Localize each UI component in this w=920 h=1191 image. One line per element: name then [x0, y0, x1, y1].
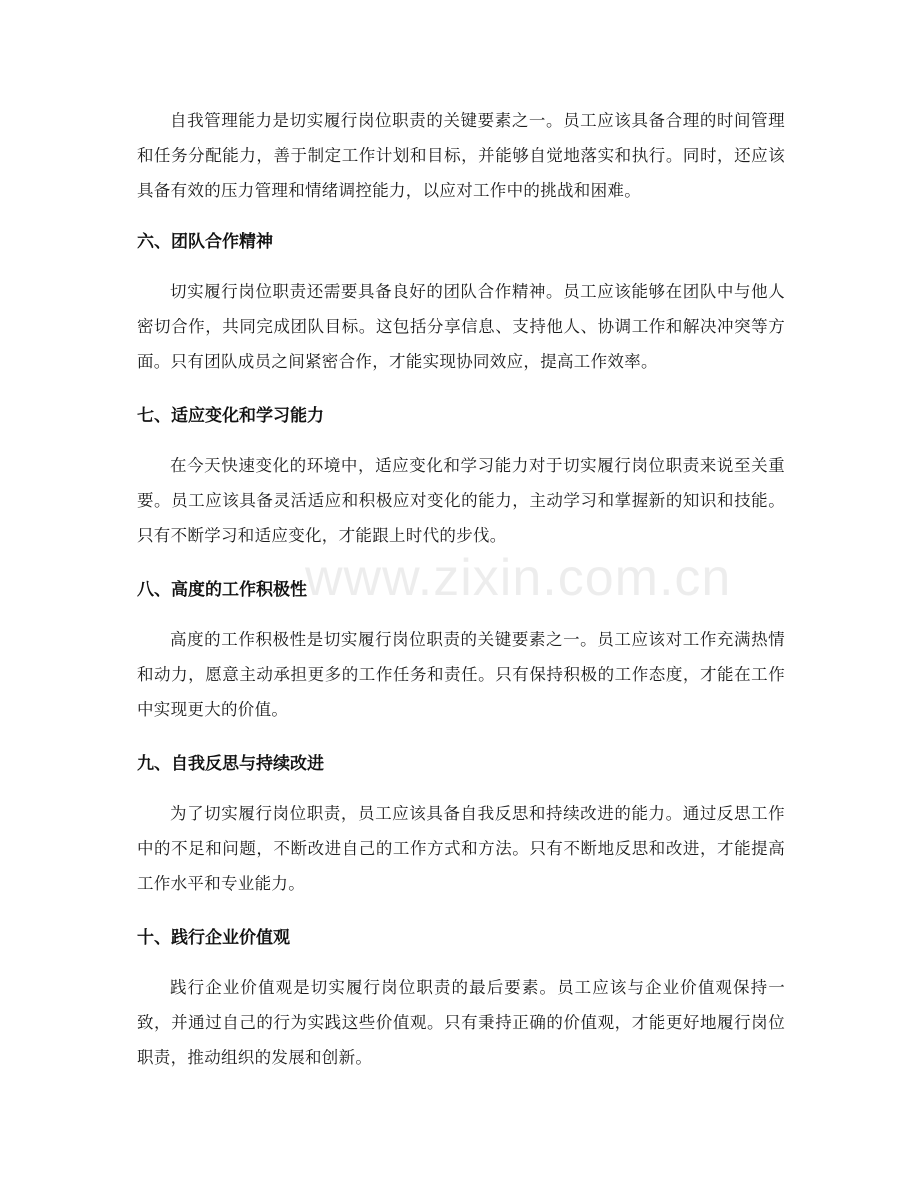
- section-paragraph: 为了切实履行岗位职责，员工应该具备自我反思和持续改进的能力。通过反思工作中的不足和问题，不断改进自己的工作方式和方法。只有不断地反思和改进，才能提高工作水平和专业能力。: [137, 804, 785, 893]
- section-heading: 六、团队合作精神: [137, 232, 273, 252]
- section-paragraph: 切实履行岗位职责还需要具备良好的团队合作精神。员工应该能够在团队中与他人密切合作，共同完成团队目标。这包括分享信息、支持他人、协调工作和解决冲突等方面。只有团队成员之间紧密合作，才能实现协同效应，提高工作效率。: [137, 282, 785, 371]
- section-paragraph: 高度的工作积极性是切实履行岗位职责的关键要素之一。员工应该对工作充满热情和动力，愿意主动承担更多的工作任务和责任。只有保持积极的工作态度，才能在工作中实现更大的价值。: [137, 630, 785, 719]
- intro-paragraph: 自我管理能力是切实履行岗位职责的关键要素之一。员工应该具备合理的时间管理和任务分配能力，善于制定工作计划和目标，并能够自觉地落实和执行。同时，还应该具备有效的压力管理和情绪调控能力，以应对工作中的挑战和困难。: [137, 111, 785, 200]
- section-adapt: [137, 399, 785, 553]
- section-heading: 八、高度的工作积极性: [137, 580, 307, 600]
- section-paragraph: 在今天快速变化的环境中，适应变化和学习能力对于切实履行岗位职责来说至关重要。员工应该具备灵活适应和积极应对变化的能力，主动学习和掌握新的知识和技能。只有不断学习和适应变化，才能跟上时代的步伐。: [137, 456, 785, 545]
- section-heading: 十、践行企业价值观: [137, 928, 290, 948]
- watermark-text: www.zixin.com.cn: [305, 549, 732, 607]
- intro-section: [137, 103, 785, 208]
- section-heading: 九、自我反思与持续改进: [137, 754, 324, 774]
- section-paragraph: 践行企业价值观是切实履行岗位职责的最后要素。员工应该与企业价值观保持一致，并通过自己的行为实践这些价值观。只有秉持正确的价值观，才能更好地履行岗位职责，推动组织的发展和创新。: [137, 978, 785, 1067]
- section-heading: 七、适应变化和学习能力: [137, 406, 324, 426]
- section-enthusiasm: [137, 573, 785, 727]
- section-reflection: [137, 747, 785, 901]
- section-team: [137, 225, 785, 379]
- section-values: [137, 921, 785, 1075]
